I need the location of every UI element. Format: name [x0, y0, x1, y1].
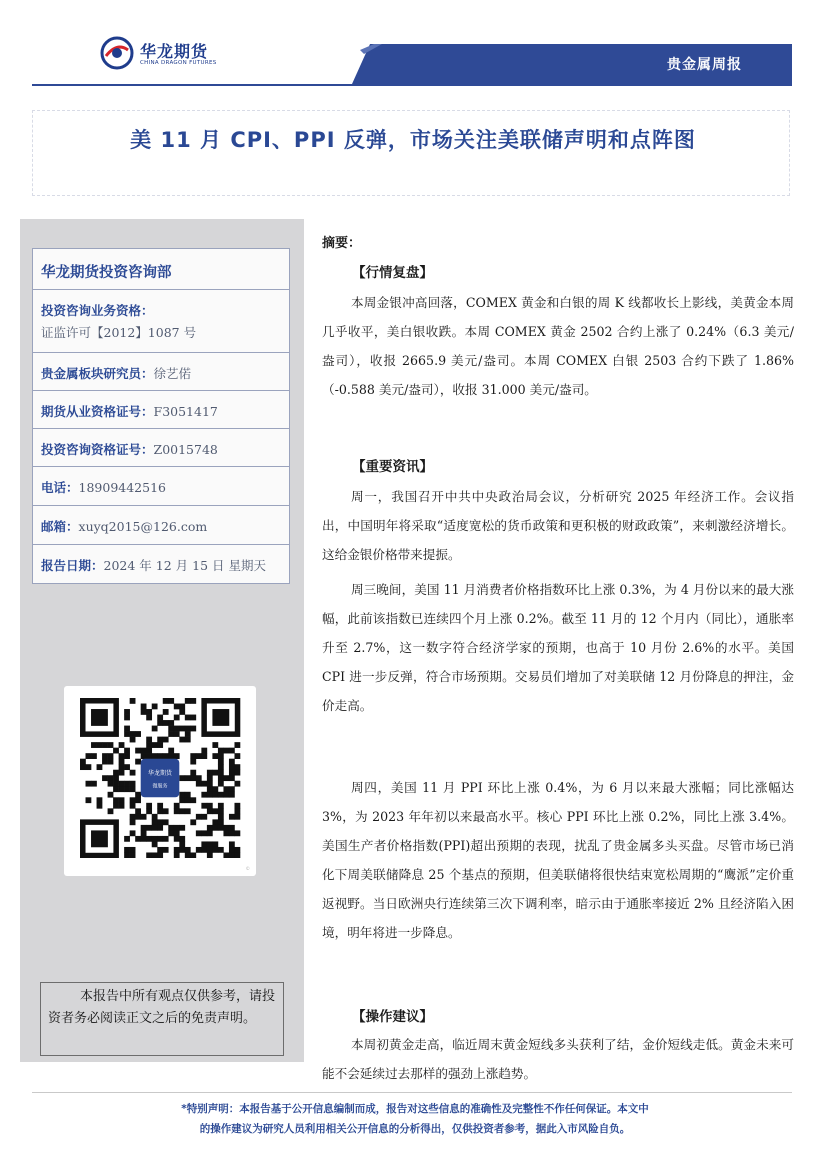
- futures-cert-row: [33, 391, 289, 429]
- researcher-row: [33, 353, 289, 391]
- logo-chinese-name: 华龙期货: [140, 42, 209, 61]
- footer-disclaimer: [60, 1099, 770, 1139]
- qualification-row: [33, 290, 289, 353]
- date-value: 2024 年 12 月 15 日 星期天: [103, 558, 266, 573]
- contact-info-box: [32, 248, 290, 584]
- researcher-name: 徐艺偌: [153, 366, 192, 381]
- qr-code-card[interactable]: [64, 686, 256, 876]
- qualification-value: 证监许可【2012】1087 号: [41, 325, 197, 340]
- phone-row: [33, 467, 289, 506]
- department-name: 华龙期货投资咨询部: [41, 265, 172, 281]
- svg-text:华龙期货: 华龙期货: [147, 769, 173, 777]
- section-heading-key-news: 【重要资讯】: [352, 459, 433, 475]
- report-type-label: 贵金属周报: [667, 57, 742, 73]
- footer-line-2: 的操作建议为研究人员利用相关公开信息的分析得出，仅供投资者参考，据此入市风险自负。: [199, 1123, 631, 1135]
- header-rule: [32, 84, 792, 86]
- footer-line-1: *特别声明：本报告基于公开信息编制而成，报告对这些信息的准确性及完整性不作任何保证。本文中: [181, 1103, 649, 1115]
- researcher-label: 贵金属板块研究员：: [41, 366, 154, 381]
- operation-clip: [322, 1030, 796, 1086]
- paragraph-news-wednesday: 周三晚间，美国 11 月消费者价格指数环比上涨 0.3%，为 4 月份以来的最大涨幅，此前该指数已连续四个月上涨 0.2%。截至 11 月的 12 个月内（同比），通胀率升至 2.7%，这一数字符合经济学家的预期，也高于 10 月份 2.6%的水平。美国 CPI 进一步反弹，符合市场预期。交易员们增加了对美联储 12 月份降息的押注，金价走高。: [322, 582, 794, 713]
- advisory-cert-label: 投资咨询资格证号：: [41, 442, 154, 457]
- qr-caption: ©: [245, 867, 250, 872]
- report-title: 美 11 月 CPI、PPI 反弹，市场关注美联储声明和点阵图: [130, 128, 696, 152]
- advisory-cert-value: Z0015748: [153, 442, 218, 457]
- logo-mark-icon: [100, 36, 134, 70]
- section-heading-operation: 【操作建议】: [352, 1009, 433, 1025]
- date-row: [33, 545, 289, 584]
- paragraph-news-thursday: 周四，美国 11 月 PPI 环比上涨 0.4%，为 6 月以来最大涨幅；同比涨幅达 3%，为 2023 年年初以来最高水平。核心 PPI 环比上涨 0.2%，同比上涨 3.4%。美国生产者价格指数(PPI)超出预期的表现，扰乱了贵金属多头买盘。尽管市场已消化下周美联储降息 25 个基点的预期，但美联储将很快结束宽松周期的“鹰派”定价重返视野。当日欧洲央行连续第三次下调利率，暗示由于通胀率接近 2% 且经济陷入困境，明年将进一步降息。: [322, 780, 794, 940]
- email-value[interactable]: xuyq2015@126.com: [78, 519, 208, 534]
- department-row: [33, 249, 289, 290]
- date-label: 报告日期：: [41, 558, 104, 573]
- email-row: [33, 506, 289, 545]
- section-heading-market-review: 【行情复盘】: [352, 265, 433, 281]
- sidebar-disclaimer: 本报告中所有观点仅供参考，请投资者务必阅读正文之后的免责声明。: [48, 989, 276, 1026]
- paragraph-news-monday: 周一，我国召开中共中央政治局会议，分析研究 2025 年经济工作。会议指出，中国明年将采取“适度宽松的货币政策和更积极的财政政策”，来刺激经济增长。这给金银价格带来提振。: [322, 489, 794, 562]
- company-logo: [100, 36, 230, 76]
- paragraph-market-review: 本周金银冲高回落，COMEX 黄金和白银的周 K 线都收长上影线，美黄金本周几乎收平，美白银收跌。本周 COMEX 黄金 2502 合约上涨了 0.24%（6.3 美元/盎司），收报 2665.9 美元/盎司。本周 COMEX 白银 2503 合约下跌了 1.86%（-0.588 美元/盎司），收报 31.000 美元/盎司。: [322, 295, 794, 397]
- footer-rule: [32, 1092, 792, 1093]
- summary-label: 摘要：: [322, 236, 362, 251]
- qualification-label: 投资咨询业务资格：: [41, 303, 154, 318]
- phone-label: 电话：: [41, 480, 79, 495]
- qr-code-icon: [76, 698, 244, 858]
- futures-cert-label: 期货从业资格证号：: [41, 404, 154, 419]
- logo-english-name: CHINA DRAGON FUTURES: [140, 60, 217, 66]
- advisory-cert-row: [33, 429, 289, 467]
- svg-text:微服务: 微服务: [152, 783, 168, 790]
- paragraph-operation-advice: 本周初黄金走高，临近周末黄金短线多头获利了结，金价短线走低。黄金未来可能不会延续过去那样的强劲上涨趋势。: [322, 1037, 794, 1081]
- email-label: 邮箱：: [41, 519, 79, 534]
- futures-cert-value: F3051417: [153, 404, 218, 419]
- phone-value[interactable]: 18909442516: [78, 480, 166, 495]
